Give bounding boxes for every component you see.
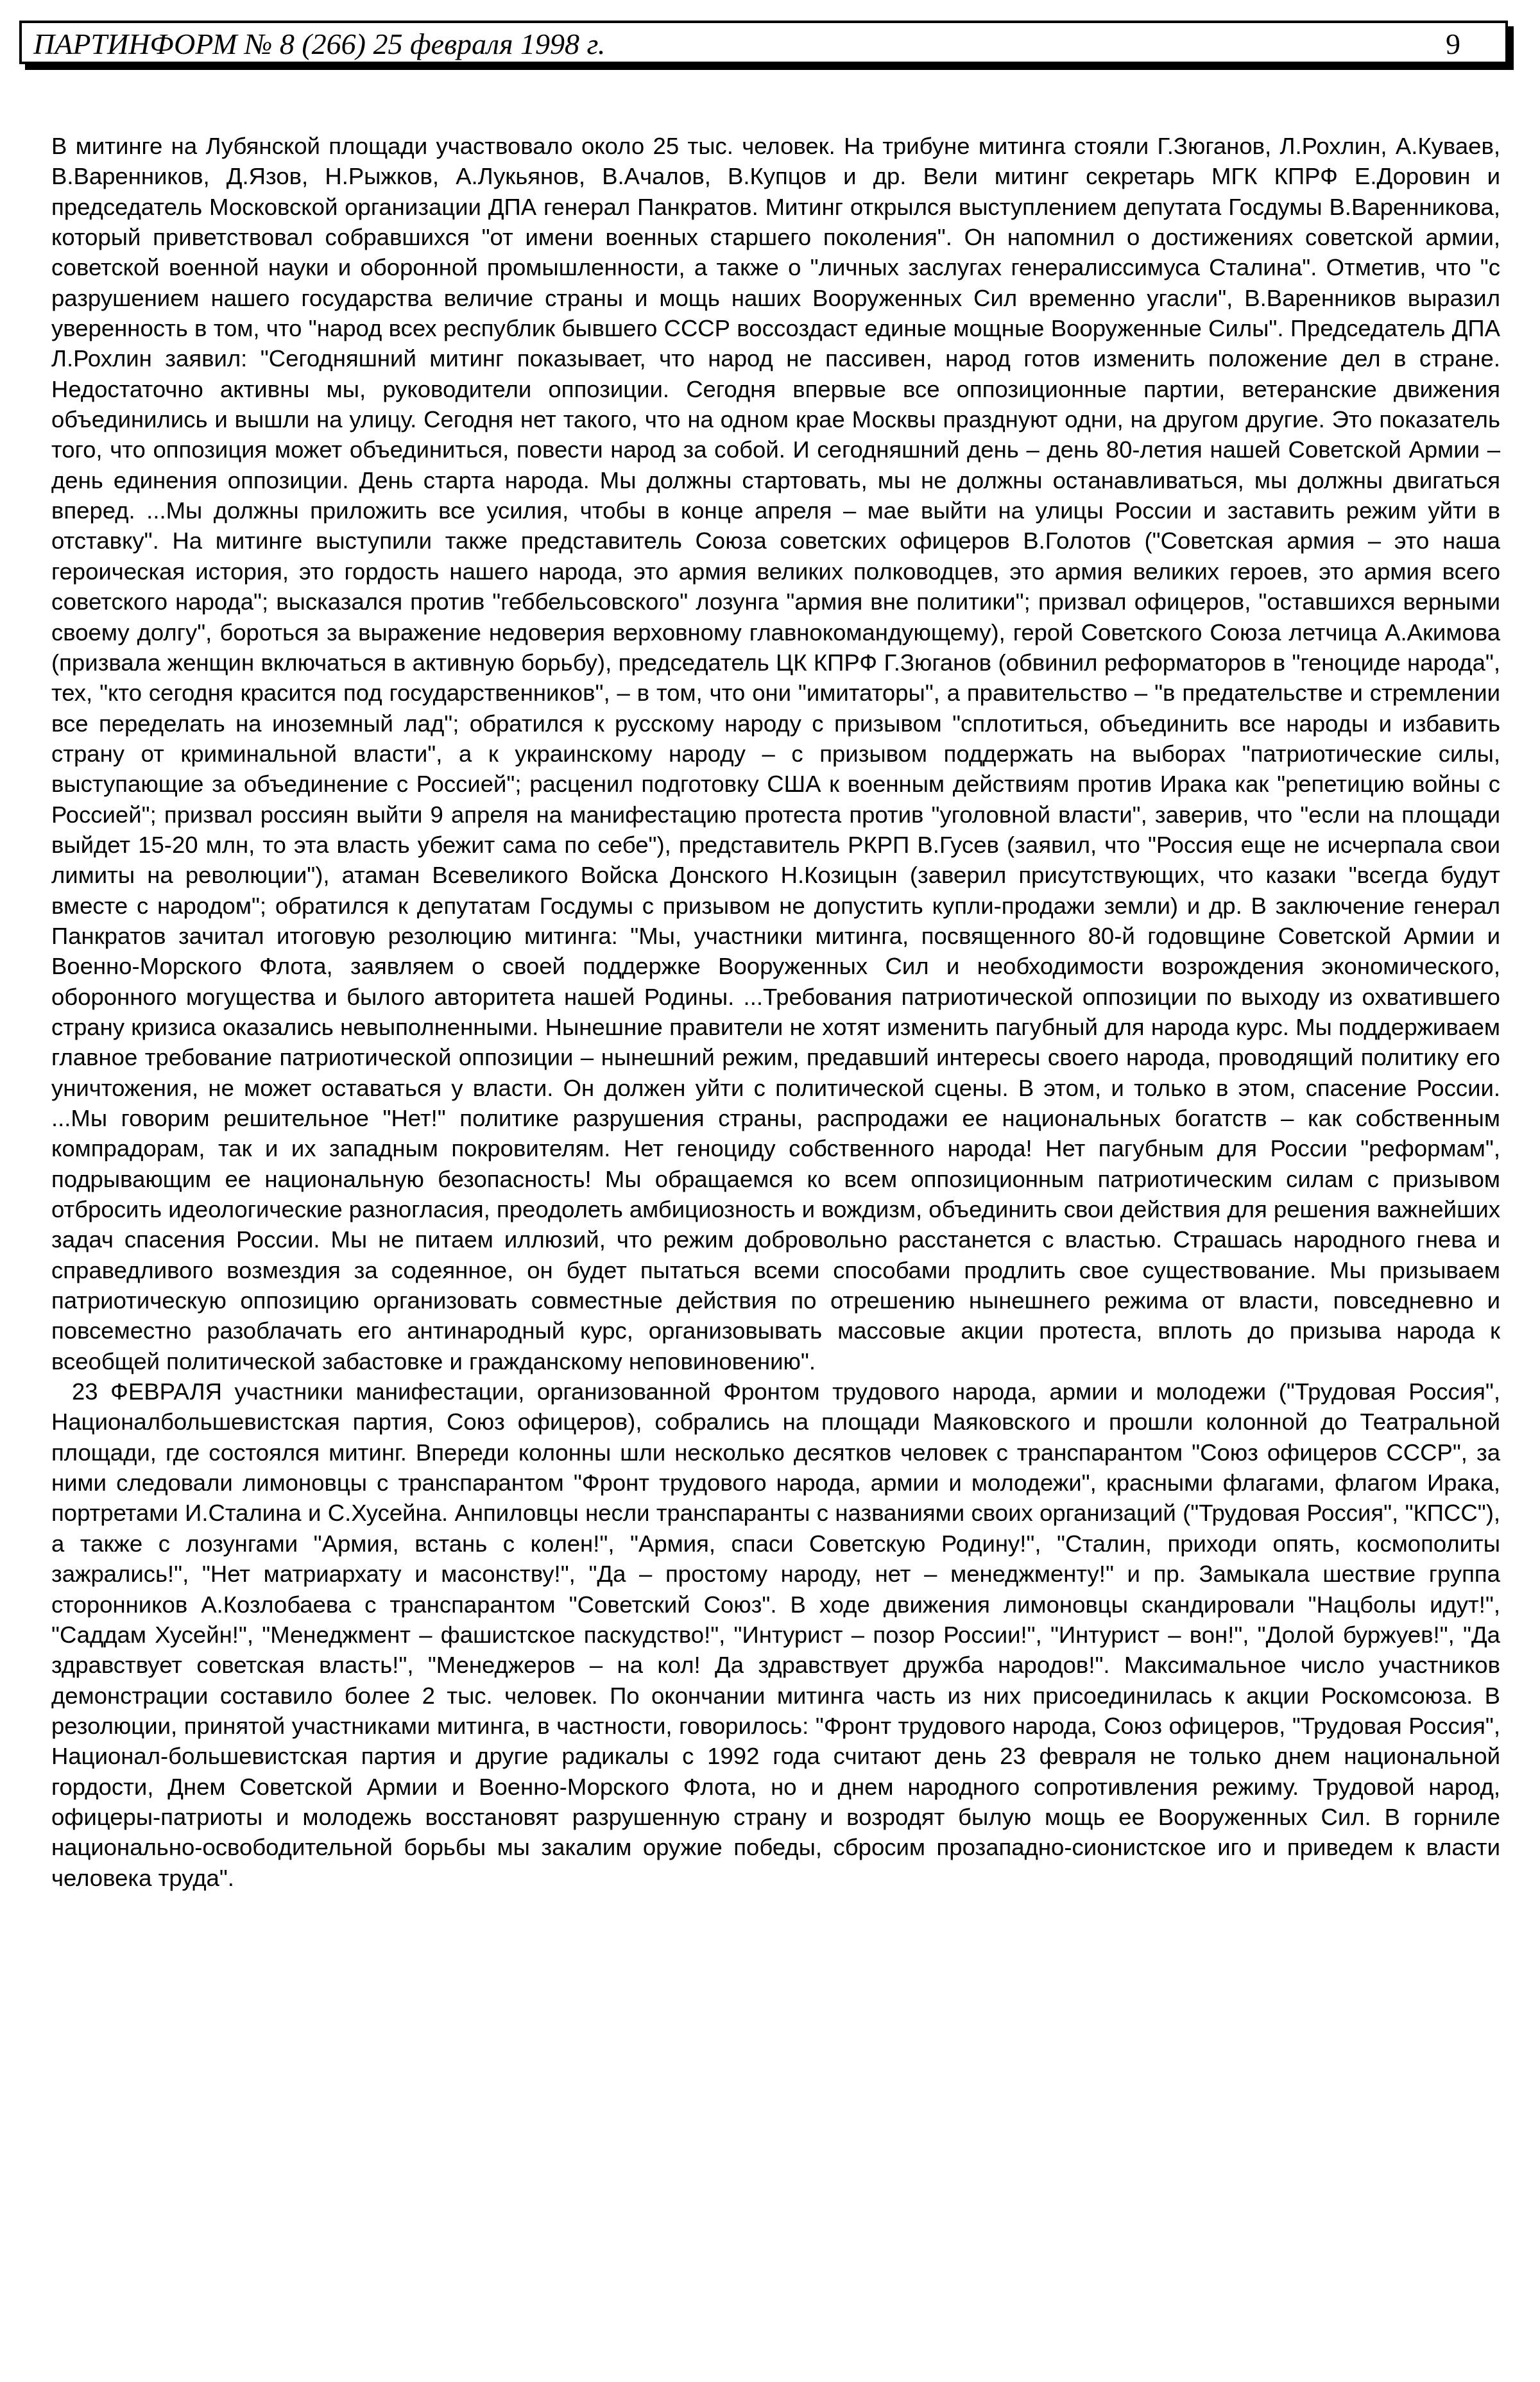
- article-body: [51, 131, 1500, 1893]
- article-paragraph-2: 23 ФЕВРАЛЯ участники манифестации, организованной Фронтом трудового народа, армии и молодежи ("Трудовая Россия", Националбольшевистская партия, Союз офицеров), собрались на площади Маяковского и прошли колонной до Театральной площади, где состоялся митинг. Впереди колонны шли несколько десятков человек с транспарантом "Союз офицеров СССР", за ними следовали лимоновцы с транспарантом "Фронт трудового народа, армии и молодежи", красными флагами, флагом Ирака, портретами И.Сталина и С.Хусейна. Анпиловцы несли транспаранты с названиями своих организаций ("Трудовая Россия", "КПСС"), а также с лозунгами "Армия, встань с колен!", "Армия, спаси Советскую Родину!", "Сталин, приходи опять, космополиты зажрались!", "Нет матриархату и масонству!", "Да – простому народу, нет – менеджменту!" и пр. Замыкала шествие группа сторонников А.Козлобаева с транспарантом "Советский Союз". В ходе движения лимоновцы скандировали "Нацболы идут!", "Саддам Хусейн!", "Менеджмент – фашистское паскудство!", "Интурист – позор России!", "Интурист – вон!", "Долой буржуев!", "Да здравствует советская власть!", "Менеджеров – на кол! Да здравствует дружба народов!". Максимальное число участников демонстрации составило более 2 тыс. человек. По окончании митинга часть из них присоединилась к акции Роскомсоюза. В резолюции, принятой участниками митинга, в частности, говорилось: "Фронт трудового народа, Союз офицеров, "Трудовая Россия", Национал-большевистская партия и другие радикалы с 1992 года считают день 23 февраля не только днем национальной гордости, Днем Советской Армии и Военно-Морского Флота, но и днем народного сопротивления режиму. Трудовой народ, офицеры-патриоты и молодежь восстановят разрушенную страну и возродят былую мощь ее Вооруженных Сил. В горниле национально-освободительной борьбы мы закалим оружие победы, сбросим прозападно-сионистское иго и приведем к власти человека труда".: [51, 1378, 1500, 1891]
- article-paragraph-1: В митинге на Лубянской площади участвовало около 25 тыс. человек. На трибуне митинга стояли Г.Зюганов, Л.Рохлин, А.Куваев, В.Варенников, Д.Язов, Н.Рыжков, А.Лукьянов, В.Ачалов, В.Купцов и др. Вели митинг секретарь МГК КПРФ Е.Доровин и председатель Московской организации ДПА генерал Панкратов. Митинг открылся выступлением депутата Госдумы В.Варенникова, который приветствовал собравшихся "от имени военных старшего поколения". Он напомнил о достижениях советской армии, советской военной науки и оборонной промышленности, а также о "личных заслугах генералиссимуса Сталина". Отметив, что "с разрушением нашего государства величие страны и мощь наших Вооруженных Сил временно угасли", В.Варенников выразил уверенность в том, что "народ всех республик бывшего СССР воссоздаст единые мощные Вооруженные Силы". Председатель ДПА Л.Рохлин заявил: "Сегодняшний митинг показывает, что народ не пассивен, народ готов изменить положение дел в стране. Недостаточно активны мы, руководители оппозиции. Сегодня впервые все оппозиционные партии, ветеранские движения объединились и вышли на улицу. Сегодня нет такого, что на одном крае Москвы празднуют одни, на другом другие. Это показатель того, что оппозиция может объединиться, повести народ за собой. И сегодняшний день – день 80-летия нашей Советской Армии – день единения оппозиции. День старта народа. Мы должны стартовать, мы не должны останавливаться, мы должны двигаться вперед. ...Мы должны приложить все усилия, чтобы в конце апреля – мае выйти на улицы России и заставить режим уйти в отставку". На митинге выступили также представитель Союза советских офицеров В.Голотов ("Советская армия – это наша героическая история, это гордость нашего народа, это армия великих полководцев, это армия великих героев, это армия всего советского народа"; высказался против "геббельсовского" лозунга "армия вне политики"; призвал офицеров, "оставшихся верными своему долгу", бороться за выражение недоверия верховному главнокомандующему), герой Советского Союза летчица А.Акимова (призвала женщин включаться в активную борьбу), председатель ЦК КПРФ Г.Зюганов (обвинил реформаторов в "геноциде народа", тех, "кто сегодня красится под государственников", – в том, что они "имитаторы", а правительство – "в предательстве и стремлении все переделать на иноземный лад"; обратился к русскому народу с призывом "сплотиться, объединить все народы и избавить страну от криминальной власти", а к украинскому народу – с призывом поддержать на выборах "патриотические силы, выступающие за объединение с Россией"; расценил подготовку США к военным действиям против Ирака как "репетицию войны с Россией"; призвал россиян выйти 9 апреля на манифестацию протеста против "уголовной власти", заверив, что "если на площади выйдет 15-20 млн, то эта власть убежит сама по себе"), представитель РКРП В.Гусев (заявил, что "Россия еще не исчерпала свои лимиты на революции"), атаман Всевеликого Войска Донского Н.Козицын (заверил присутствующих, что казаки "всегда будут вместе с народом"; обратился к депутатам Госдумы с призывом не допустить купли-продажи земли) и др. В заключение генерал Панкратов зачитал итоговую резолюцию митинга: "Мы, участники митинга, посвященного 80-й годовщине Советской Армии и Военно-Морского Флота, заявляем о своей поддержке Вооруженных Сил и необходимости возрождения экономического, оборонного могущества и былого авторитета нашей Родины. ...Требования патриотической оппозиции по выходу из охватившего страну кризиса оказались невыполненными. Нынешние правители не хотят изменить пагубный для народа курс. Мы поддерживаем главное требование патриотической оппозиции – нынешний режим, предавший интересы своего народа, проводящий политику его уничтожения, не может оставаться у власти. Он должен уйти с политической сцены. В этом, и только в этом, спасение России. ...Мы говорим решительное "Нет!" политике разрушения страны, распродажи ее национальных богатств – как собственным компрадорам, так и их западным покровителям. Нет геноциду собственного народа! Нет пагубным для России "реформам", подрывающим ее национальную безопасность! Мы обращаемся ко всем оппозиционным патриотическим силам с призывом отбросить идеологические разногласия, преодолеть амбициозность и вождизм, объединить свои действия для решения важнейших задач спасения России. Мы не питаем иллюзий, что режим добровольно расстанется с властью. Страшась народного гнева и справедливого возмездия за содеянное, он будет пытаться всеми способами продлить свое существование. Мы призываем патриотическую оппозицию организовать совместные действия по отрешению нынешнего режима от власти, повседневно и повсеместно разоблачать его антинародный курс, организовывать массовые акции протеста, вплоть до призыва народа к всеобщей политической забастовке и гражданскому неповиновению".: [51, 133, 1500, 1375]
- header-title: ПАРТИНФОРМ № 8 (266) 25 февраля 1998 г.: [33, 28, 606, 60]
- page-header: [19, 21, 1508, 64]
- page-number: 9: [1446, 28, 1460, 60]
